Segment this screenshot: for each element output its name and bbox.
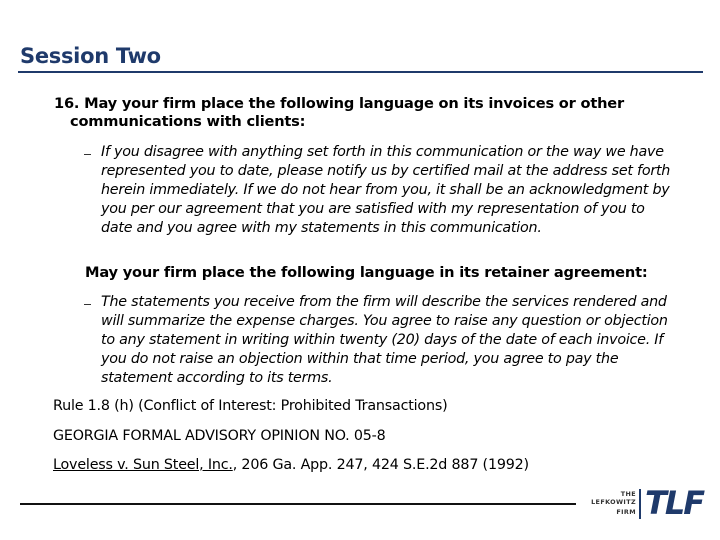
case-reference bbox=[53, 456, 529, 474]
firm-logo bbox=[590, 484, 706, 524]
logo-text-firm: FIRM bbox=[616, 508, 636, 516]
footer-divider bbox=[20, 503, 576, 505]
retainer-language-quote: The statements you receive from the firm will describe the services rendered and will summarize the expense charges. You agree to raise any question or objection to any statement in writing within twenty (20) days of the date of each invoice. If you do not raise an objection within that time period, you agree to pay the statement according to its terms. bbox=[101, 294, 668, 386]
case-citation: , 206 Ga. App. 247, 424 S.E.2d 887 (1992) bbox=[232, 457, 529, 473]
question-16 bbox=[54, 95, 654, 131]
logo-mark: TLF bbox=[645, 484, 704, 522]
rule-reference: Rule 1.8 (h) (Conflict of Interest: Prohibited Transactions) bbox=[53, 398, 448, 414]
question-16-line1: 16. May your firm place the following language on its invoices or other bbox=[54, 95, 624, 112]
bullet-dash-icon bbox=[84, 304, 91, 305]
logo-divider bbox=[639, 489, 641, 519]
opinion-reference: GEORGIA FORMAL ADVISORY OPINION NO. 05-8 bbox=[53, 428, 386, 444]
title-divider bbox=[18, 71, 703, 73]
bullet-dash-icon bbox=[84, 154, 91, 155]
logo-text-the: THE bbox=[620, 490, 636, 498]
invoice-language-quote: If you disagree with anything set forth in this communication or the way we have represented you to date, please notify us by certified mail at the address set forth herein immediately. If we do not hear from you, it shall be an acknowledgment by you per our agreement that you are satisfied with my representation of you to date and you agree with my statements in this communication. bbox=[101, 144, 671, 236]
page-title: Session Two bbox=[20, 44, 161, 68]
logo-text-lefkowitz: LEFKOWITZ bbox=[591, 498, 636, 506]
question-16-line2: communications with clients: bbox=[70, 113, 306, 130]
question-retainer: May your firm place the following language in its retainer agreement: bbox=[85, 264, 648, 281]
case-name: Loveless v. Sun Steel, Inc. bbox=[53, 457, 233, 473]
